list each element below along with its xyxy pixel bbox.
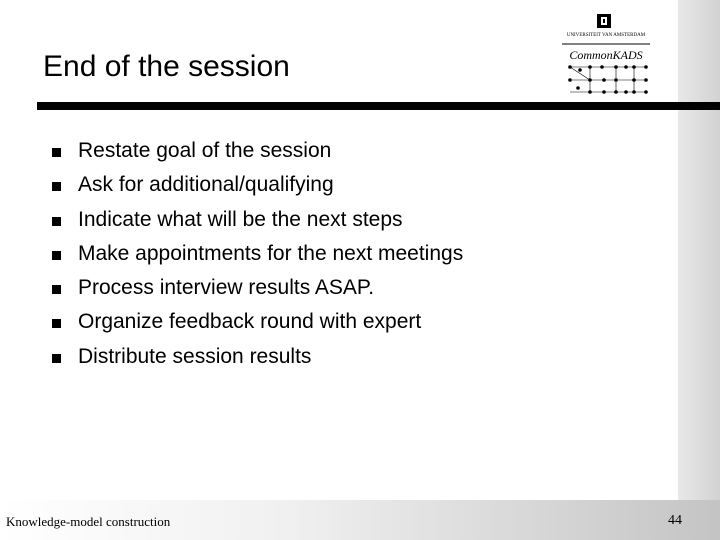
bullet-item [50, 273, 463, 307]
bullet-text: Make appointments for the next meetings [78, 241, 464, 265]
bullet-text: Organize feedback round with expert [78, 310, 422, 334]
slide-title: End of the session [43, 50, 290, 83]
bullet-item [50, 239, 463, 273]
footer-title: Knowledge-model construction [6, 514, 171, 529]
bullet-item [50, 342, 463, 376]
bullet-text: Indicate what will be the next steps [78, 207, 403, 231]
bullet-item [50, 136, 463, 170]
commonkads-wordmark: CommonKADS [569, 48, 643, 62]
page-number: 44 [668, 513, 682, 528]
square-bullet-icon [52, 217, 61, 226]
bullet-text: Restate goal of the session [78, 139, 332, 162]
bullet-text: Process interview results ASAP. [78, 276, 375, 300]
square-bullet-icon [52, 251, 61, 260]
square-bullet-icon [52, 319, 61, 328]
bullet-item [50, 205, 463, 239]
bullet-item [50, 170, 463, 204]
bullet-item [50, 307, 463, 341]
commonkads-logo [560, 12, 652, 96]
university-name: UNIVERSITEIT VAN AMSTERDAM [566, 33, 646, 38]
square-bullet-icon [52, 148, 61, 157]
bullet-list [50, 136, 463, 376]
title-underline [37, 102, 720, 110]
slide-right-shade [678, 0, 720, 540]
square-bullet-icon [52, 354, 61, 363]
bullet-text: Distribute session results [78, 344, 312, 368]
network-graphic-icon [569, 66, 648, 94]
bullet-text: Ask for additional/qualifying [78, 173, 334, 197]
square-bullet-icon [52, 285, 61, 294]
university-seal-icon [597, 14, 611, 28]
square-bullet-icon [52, 182, 61, 191]
